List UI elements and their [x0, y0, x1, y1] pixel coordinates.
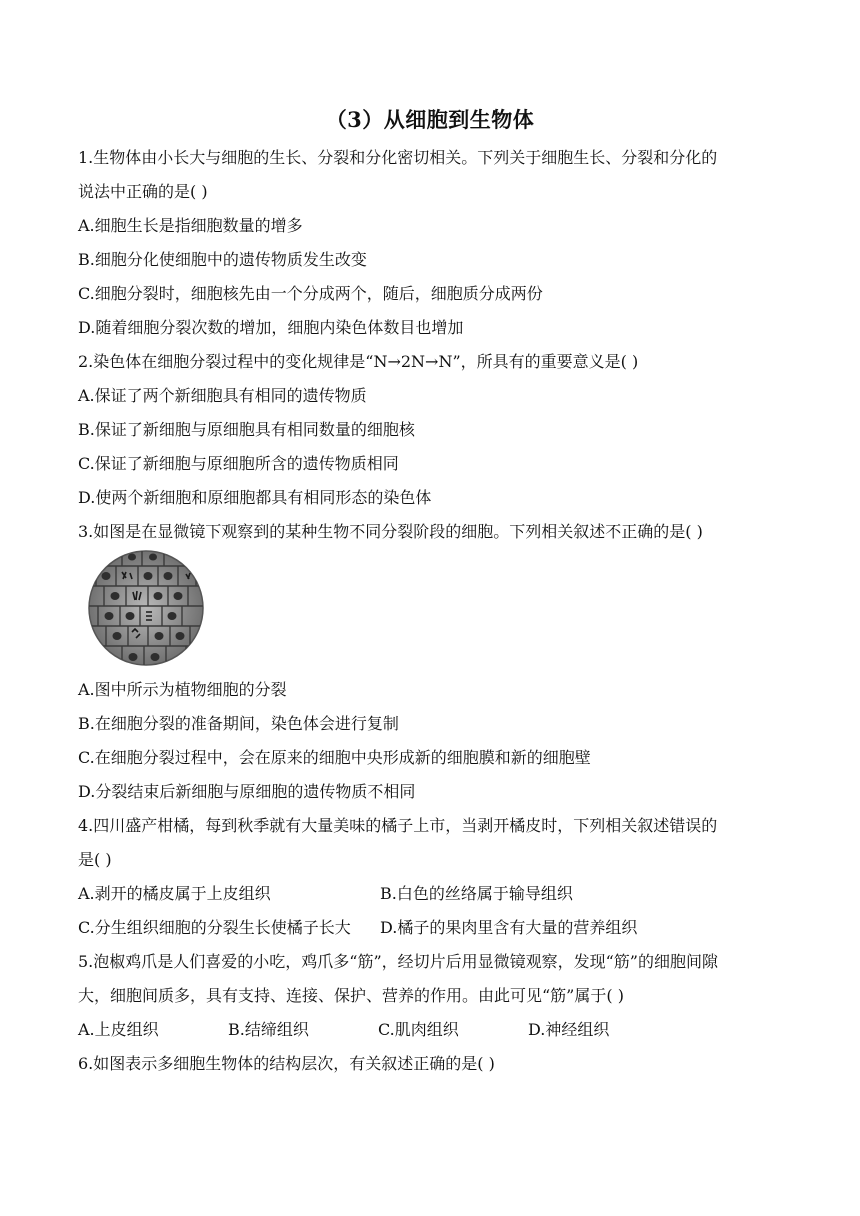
- q2-stem: 2.染色体在细胞分裂过程中的变化规律是“N→2N→N”，所具有的重要意义是( ): [78, 352, 639, 371]
- q4-option-c: C.分生组织细胞的分裂生长使橘子长大: [78, 918, 351, 937]
- q3-stem: 3.如图是在显微镜下观察到的某种生物不同分裂阶段的细胞。下列相关叙述不正确的是( ): [78, 522, 703, 541]
- q3-option-d: D.分裂结束后新细胞与原细胞的遗传物质不相同: [78, 782, 416, 801]
- q4-option-d: D.橘子的果肉里含有大量的营养组织: [380, 918, 638, 937]
- q1-option-c: C.细胞分裂时，细胞核先由一个分成两个，随后，细胞质分成两份: [78, 284, 543, 303]
- q1-option-b: B.细胞分化使细胞中的遗传物质发生改变: [78, 250, 367, 269]
- q3-option-a: A.图中所示为植物细胞的分裂: [78, 680, 287, 699]
- q3-option-b: B.在细胞分裂的准备期间，染色体会进行复制: [78, 714, 399, 733]
- q3-option-c: C.在细胞分裂过程中，会在原来的细胞中央形成新的细胞膜和新的细胞壁: [78, 748, 591, 767]
- q5-option-a: A.上皮组织: [78, 1020, 159, 1039]
- microscope-cell-image: [86, 548, 206, 668]
- q5-stem-line2: 大，细胞间质多，具有支持、连接、保护、营养的作用。由此可见“筋”属于( ): [78, 986, 624, 1005]
- q1-option-d: D.随着细胞分裂次数的增加，细胞内染色体数目也增加: [78, 318, 464, 337]
- q5-option-b: B.结缔组织: [228, 1020, 309, 1039]
- q2-option-c: C.保证了新细胞与原细胞所含的遗传物质相同: [78, 454, 399, 473]
- q2-option-d: D.使两个新细胞和原细胞都具有相同形态的染色体: [78, 488, 432, 507]
- q2-option-b: B.保证了新细胞与原细胞具有相同数量的细胞核: [78, 420, 415, 439]
- q1-stem-line2: 说法中正确的是( ): [78, 182, 208, 201]
- q6-stem: 6.如图表示多细胞生物体的结构层次，有关叙述正确的是( ): [78, 1054, 495, 1073]
- q4-stem-line1: 4.四川盛产柑橘，每到秋季就有大量美味的橘子上市，当剥开橘皮时，下列相关叙述错误的: [78, 816, 718, 835]
- q4-option-b: B.白色的丝络属于输导组织: [380, 884, 573, 903]
- q5-option-c: C.肌肉组织: [378, 1020, 459, 1039]
- q1-stem-line1: 1.生物体由小长大与细胞的生长、分裂和分化密切相关。下列关于细胞生长、分裂和分化的: [78, 148, 718, 167]
- q5-option-d: D.神经组织: [528, 1020, 610, 1039]
- q5-stem-line1: 5.泡椒鸡爪是人们喜爱的小吃，鸡爪多“筋”，经切片后用显微镜观察，发现“筋”的细胞间隙: [78, 952, 718, 971]
- q4-stem-line2: 是( ): [78, 850, 112, 869]
- q2-option-a: A.保证了两个新细胞具有相同的遗传物质: [78, 386, 367, 405]
- q4-option-a: A.剥开的橘皮属于上皮组织: [78, 884, 271, 903]
- page-title: （3）从细胞到生物体: [325, 107, 535, 132]
- q1-option-a: A.细胞生长是指细胞数量的增多: [78, 216, 303, 235]
